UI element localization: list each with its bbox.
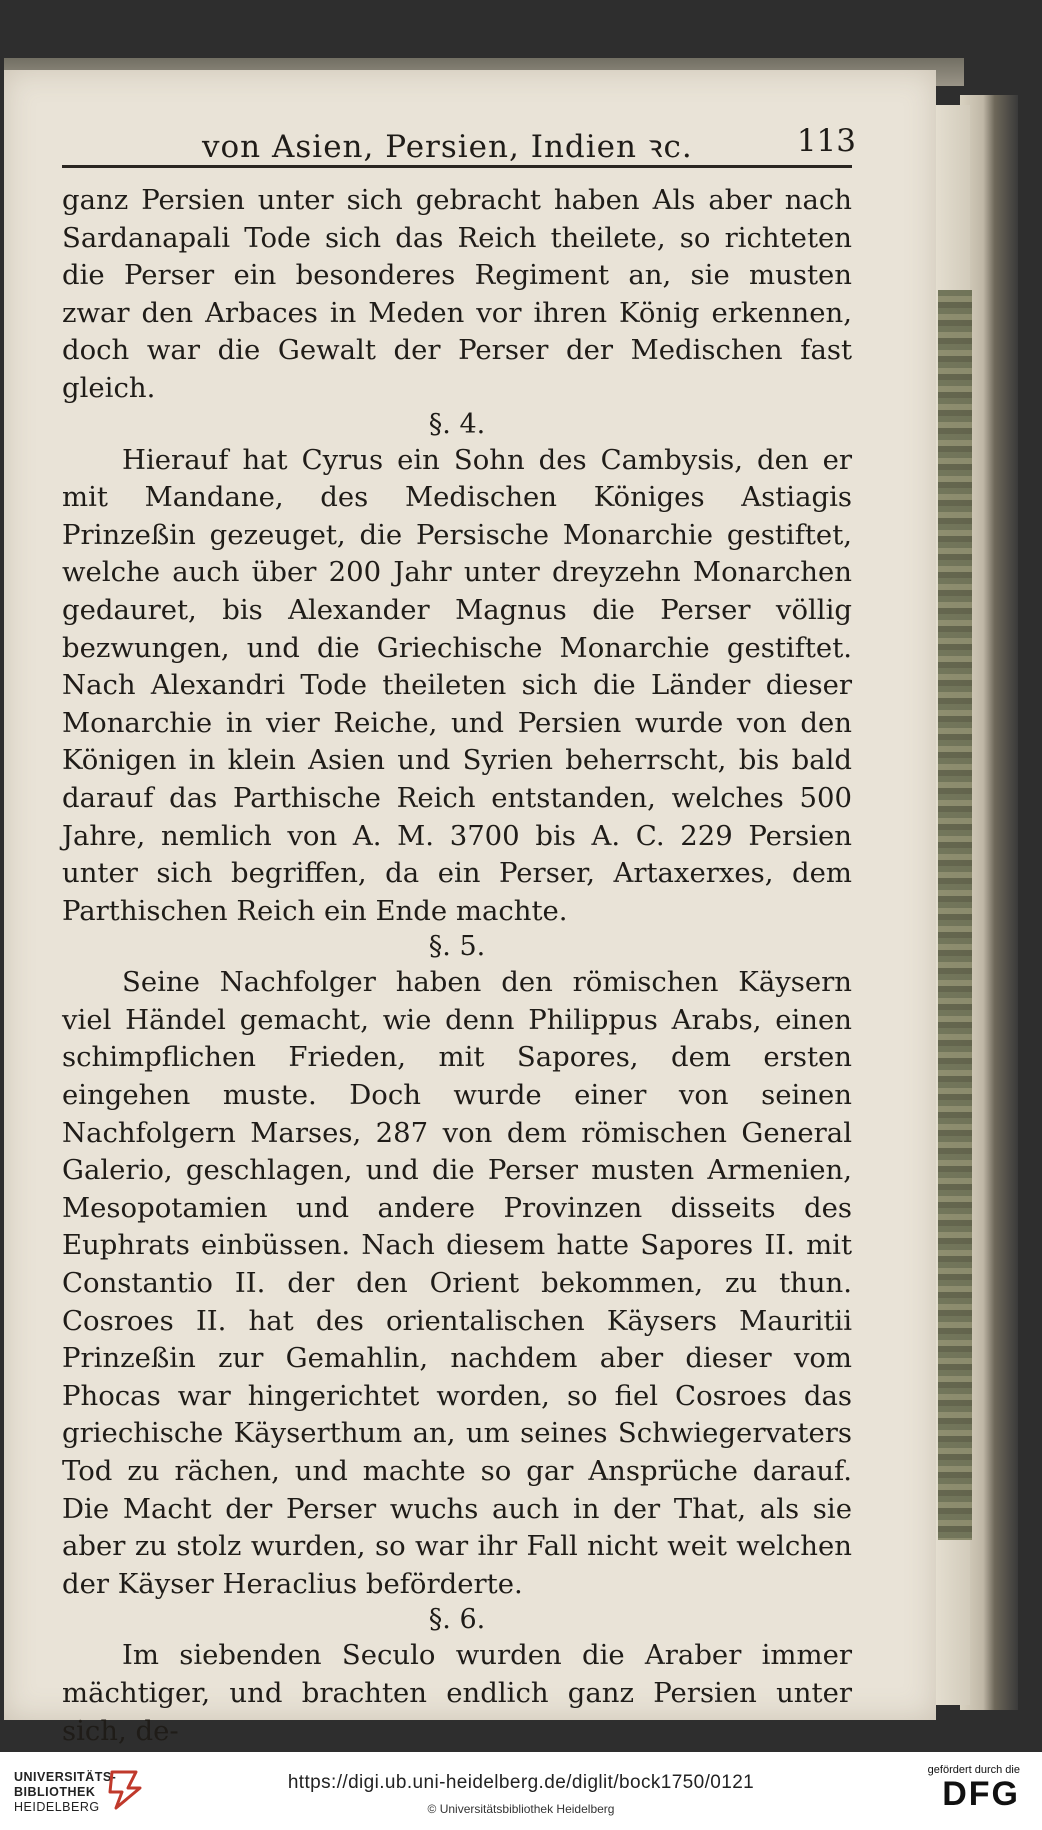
binding-strip [938, 290, 972, 1540]
viewer-footer [0, 1752, 1042, 1830]
funder-block [928, 1764, 1020, 1812]
section-heading: §. 5. [428, 931, 486, 963]
page-number: 113 [796, 123, 856, 159]
section-heading: §. 6. [428, 1604, 486, 1636]
paragraph: ganz Persien unter sich gebracht haben Als aber nach Sardanapali Tode sich das Reich theilete, so richteten die Perser ein besonderes Regiment an, sie musten zwar den Arbaces in Meden vor ihren König erkennen, doch war die Gewalt der Perser der Medischen fast gleich. [62, 184, 852, 404]
funder-logo: DFG [942, 1775, 1020, 1813]
paragraph: Im siebenden Seculo wurden die Araber immer mächtiger, und brachten endlich ganz Persien unter sich, de- [62, 1639, 852, 1747]
funded-by-label: gefördert durch die [927, 1764, 1020, 1776]
copyright-notice: © Universitätsbibliothek Heidelberg [427, 1802, 615, 1816]
section-heading: §. 4. [428, 408, 486, 440]
library-name-line2: BIBLIOTHEK [14, 1785, 96, 1799]
permalink-url[interactable]: https://digi.ub.uni-heidelberg.de/diglit/bock1750/0121 [287, 1772, 755, 1793]
library-name-line3: HEIDELBERG [14, 1800, 100, 1814]
running-title: von Asien, Persien, Indien ꝛc. [202, 129, 693, 165]
page-content [62, 105, 856, 1790]
paragraph: Seine Nachfolger haben den römischen Käysern viel Händel gemacht, wie denn Philippus Arabs, einen schimpflichen Frieden, mit Sapores, dem ersten eingehen muste. Doch wurde einer von seinen Nachfolgern Marses, 287 von dem römischen General Galerio, geschlagen, und die Perser musten Armenien, Mesopotamien und andere Provinzen disseits des Euphrats einbüssen. Nach diesem hatte Sapores II. mit Constantio II. der den Orient bekommen, zu thun. Cosroes II. hat des orientalischen Käysers Mauritii Prinzeßin zur Gemahlin, nachdem aber dieser vom Phocas war hingerichtet worden, so fiel Cosroes das griechische Käyserthum an, um seines Schwiegervaters Tod zu rächen, und machte so gar Ansprüche darauf. Die Macht der Perser wuchs auch in der That, als sie aber zu stolz wurden, so war ihr Fall nicht weit welchen der Käyser Heraclius beförderte. [62, 966, 852, 1600]
library-name-line1: UNIVERSITÄTS- [14, 1770, 117, 1784]
running-head [62, 105, 856, 168]
paragraph: Hierauf hat Cyrus ein Sohn des Cambysis, den er mit Mandane, des Medischen Königes Astiagis Prinzeßin gezeuget, die Persische Monarchie gestiftet, welche auch über 200 Jahr unter dreyzehn Monarchen gedauret, bis Alexander Magnus die Perser völlig bezwungen, und die Griechische Monarchie gestiftet. Nach Alexandri Tode theileten sich die Länder dieser Monarchie in vier Reiche, und Persien wurde von den Königen in klein Asien und Syrien beherrscht, bis bald darauf das Parthische Reich entstanden, welches 500 Jahre, nemlich von A. M. 3700 bis A. C. 229 Persien unter sich begriffen, da ein Perser, Artaxerxes, dem Parthischen Reich ein Ende machte. [62, 443, 852, 927]
